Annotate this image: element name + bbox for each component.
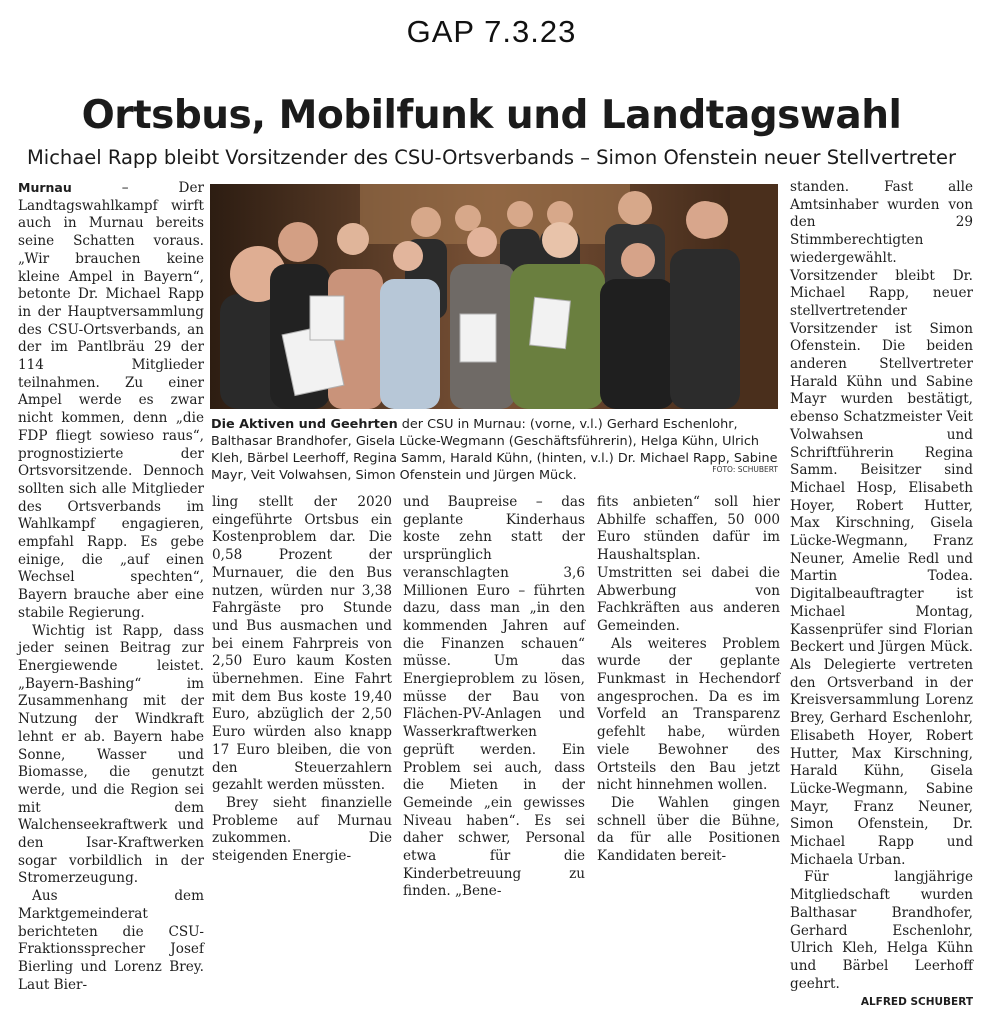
caption-text: der CSU in Murnau: (vorne, v.l.) Gerhard Eschenlohr, Balthasar Brandhofer, Gisela Lücke-Wegmann (Geschäftsführerin), Helga Kühn, Ulrich Kleh, Bärbel Leerhoff, Regina Samm, Harald Kühn, (hinten, v.l.) Dr. Michael Rapp, Sabine Mayr, Veit Volwahsen, Simon Ofenstein und Jürgen Mück. [211,417,778,483]
article-column-4 [597,494,780,865]
caption-lead: Die Aktiven und Geehrten [211,417,398,432]
article-paragraph: fits anbieten“ soll hier Abhilfe schaffen, 50 000 Euro stünden dafür im Haushaltsplan. Umstritten sei dabei die Abwerbung von Fachkräften aus anderen Gemeinden. [597,494,780,634]
subheadline: Michael Rapp bleibt Vorsitzender des CSU-Ortsverbands – Simon Ofenstein neuer Stellvertreter [26,146,957,169]
article-column-2 [212,494,392,865]
photo-credit: FOTO: SCHUBERT [712,465,778,474]
dateline: Murnau [18,180,72,195]
article-paragraph: Wichtig ist Rapp, dass jeder seinen Beitrag zur Energiewende leistet. „Bayern-Bashing“ im Zusammenhang mit der Nutzung der Windkraft lehnt er ab. Bayern habe Sonne, Wasser und Biomasse, die genutzt werde, und die Region sei mit dem Walchenseekraftwerk und den Isar-Kraftwerken sogar vorbildlich in der Stromerzeugung. [18,622,204,887]
author-byline: ALFRED SCHUBERT [860,996,973,1009]
article-paragraph: und Baupreise – das geplante Kinderhaus koste zehn statt der ursprünglich veranschlagten 3,6 Millionen Euro – führten dazu, dass man „in den kommenden Jahren auf die Finanzen schauen“ müsse. Um das Energieproblem zu lösen, müsse der Bau von Flächen-PV-Anlagen und Wasserkraftwerken geprüft werden. Ein Problem sei auch, dass die Mieten in der Gemeinde „ein gewisses Niveau haben“. Es sei daher schwer, Personal etwa für die Kinderbetreuung zu finden. „Bene- [403,494,585,900]
headline: Ortsbus, Mobilfunk und Landtagswahl [81,93,902,138]
article-paragraph: standen. Fast alle Amtsinhaber wurden von den 29 Stimmberechtigten wiedergewählt. Vorsitzender bleibt Dr. Michael Rapp, neuer stellvertretender Vorsitzender ist Simon Ofenstein. Die beiden anderen Stellvertreter Harald Kühn und Sabine Mayr wurden bestätigt, ebenso Schatzmeister Veit Volwahsen und Schriftführerin Regina Samm. Beisitzer sind Michael Hosp, Elisabeth Hoyer, Robert Hutter, Max Kirschning, Gisela Lücke-Wegmann, Franz Neuner, Amelie Redl und Martin Todea. Digitalbeauftragter ist Michael Montag, Kassenprüfer sind Florian Beckert und Jürgen Mück. Als Delegierte vertreten den Ortsverband in der Kreisversammlung Lorenz Brey, Gerhard Eschenlohr, Elisabeth Hoyer, Robert Hutter, Max Kirschning, Harald Kühn, Gisela Lücke-Wegmann, Sabine Mayr, Franz Neuner, Simon Ofenstein, Dr. Michael Rapp und Michaela Urban. [790,179,973,868]
photo-caption [211,416,778,484]
article-column-3 [403,494,585,900]
article-paragraph: Als weiteres Problem wurde der geplante Funkmast in Hechendorf angesprochen. Da es im Vorfeld an Transparenz gefehlt habe, würden viele Bewohner des Ortsteils den Bau jetzt nicht hinnehmen wollen. [597,635,780,794]
article-paragraph: Aus dem Marktgemeinderat berichteten die CSU-Fraktionssprecher Josef Bierling und Lorenz Brey. Laut Bier- [18,888,204,993]
article-paragraph: ling stellt der 2020 eingeführte Ortsbus ein Kostenproblem dar. Die 0,58 Prozent der Murnauer, die den Bus nutzen, würden nur 3,38 Fahrgäste pro Stunde und Bus ausmachen und bei einem Fahrpreis von 2,50 Euro kaum Kosten übernehmen. Eine Fahrt mit dem Bus koste 19,40 Euro, abzüglich der 2,50 Euro würden also knapp 17 Euro bleiben, die von den Steuerzahlern gezahlt werden müssten. [212,494,392,794]
article-column-5 [790,179,973,1009]
article-column-1 [18,179,204,993]
article-paragraph: Die Wahlen gingen schnell über die Bühne, da für alle Positionen Kandidaten bereit- [597,794,780,865]
date-stamp: GAP 7.3.23 [406,14,577,49]
group-photo [210,184,778,409]
photo-illustration [210,184,778,409]
article-paragraph: Für langjährige Mitgliedschaft wurden Balthasar Brandhofer, Gerhard Eschenlohr, Ulrich Kleh, Helga Kühn und Bärbel Leerhoff geehrt. [790,869,973,992]
article-paragraph: Brey sieht finanzielle Probleme auf Murnau zukommen. Die steigenden Energie- [212,794,392,865]
paragraph-text: – Der Landtagswahlkampf wirft auch in Murnau bereits seine Schatten voraus. „Wir brauchen keine kleine Ampel in Bayern“, betonte Dr. Michael Rapp in der Hauptversammlung des CSU-Ortsverbands, an der im Pantlbräu 29 der 114 Mitglieder teilnahmen. Zu einer Ampel werde es zwar nicht kommen, denn „die FDP fliegt sowieso raus“, prognostizierte der Ortsvorsitzende. Dennoch sollten sich alle Mitglieder des Ortsverbands im Wahlkampf engagieren, empfahl Rapp. Es gebe einige, die „auf einen Wechsel spechten“, Bayern brauche aber eine stabile Regierung. [18,180,204,621]
article-paragraph [18,179,204,623]
